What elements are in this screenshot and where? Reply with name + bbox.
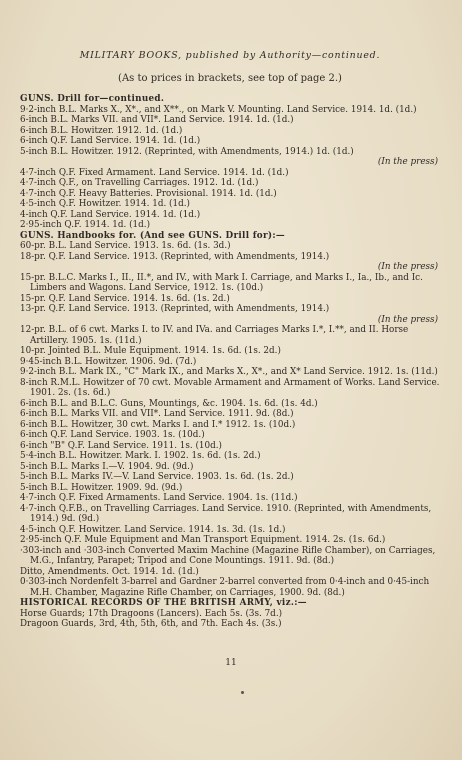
list-item: 6-inch Q.F. Land Service. 1914. 1d. (1d.): [20, 136, 201, 146]
list-item: 5-inch B.L. Marks I.—V. 1904. 9d. (9d.): [20, 461, 194, 472]
list-item: 10-pr. Jointed B.L. Mule Equipment. 1914. 1s. 6d. (1s. 2d.): [20, 346, 281, 356]
list-item: 4-inch Q.F. Land Service. 1914. 1d. (1d.): [20, 209, 201, 220]
list-item: 9·45-inch B.L. Howitzer. 1906. 9d. (7d.): [20, 356, 197, 367]
list-item: 60-pr. B.L. Land Service. 1913. 1s. 6d. (1s. 3d.): [20, 241, 231, 251]
list-item: 4·7-inch Q.F. Fixed Armament. Land Service. 1914. 1d. (1d.): [20, 167, 289, 178]
list-item: 0·303-inch Nordenfelt 3-barrel and Gardner 2-barrel converted from 0·4-inch and 0·45-inch M.H. Chamber, Magazine Rifle Chamber, on Carriages, 1900. 9d. (8d.): [20, 577, 430, 598]
list-item: 6-inch B.L. Marks VII. and VII*. Land Service. 1911. 9d. (8d.): [20, 409, 294, 419]
list-item: Ditto, Amendments. Oct. 1914. 1d. (1d.): [20, 566, 199, 577]
list-item: ·303-inch and ·303-inch Converted Maxim Machine (Magazine Rifle Chamber), on Carriages, M.G., Infantry, Parapet; Tripod and Cone Mountings. 1911. 9d. (8d.): [20, 545, 436, 566]
list-item: 6-inch B.L. Marks VII. and VII*. Land Service. 1914. 1d. (1d.): [20, 115, 294, 125]
list-item: 13-pr. Q.F. Land Service. 1913. (Reprinted, with Amendments, 1914.): [20, 304, 330, 314]
list-item: 6-inch B.L. Howitzer. 1912. 1d. (1d.): [20, 125, 183, 136]
list-item: 15-pr. B.L.C. Marks I., II., II.*, and IV., with Mark I. Carriage, and Marks I., Ia., Ib., and Ic. Limbers and Wagons. Land Service, 1912. 1s. (10d.): [20, 272, 423, 293]
section-heading: HISTORICAL RECORDS OF THE BRITISH ARMY, viz.:—: [20, 598, 307, 608]
list-item: Horse Guards; 17th Dragoons (Lancers). Each 5s. (3s. 7d.): [20, 608, 283, 619]
page-header: MILITARY BOOKS, published by Authority—continued.: [79, 50, 381, 61]
press-note: (In the press): [377, 262, 438, 272]
section-heading: GUNS. Drill for—continued.: [20, 94, 165, 104]
list-item: 6-inch B.L. Howitzer, 30 cwt. Marks I. and I.* 1912. 1s. (10d.): [20, 419, 296, 430]
press-note: (In the press): [377, 314, 438, 325]
list-item: 5-inch B.L. Marks IV.—V. Land Service. 1903. 1s. 6d. (1s. 2d.): [20, 472, 294, 482]
page-number: 11: [225, 658, 237, 668]
list-item: 4·7-inch Q.F. Heavy Batteries. Provisional. 1914. 1d. (1d.): [20, 188, 277, 199]
section-heading: GUNS. Handbooks for. (And see GUNS. Drill for):—: [20, 230, 285, 241]
list-item: 12-pr. B.L. of 6 cwt. Marks I. to IV. and IVa. and Carriages Marks I.*, I.**, and II. Horse Artillery. 1905. 1s. (11d.): [20, 325, 409, 346]
list-item: 9·2-inch B.L. Marks X., X*., and X**., on Mark V. Mounting. Land Service. 1914. 1d. (1d.): [20, 104, 417, 115]
list-item: 9·2-inch B.L. Mark IX., "C" Mark IX., and Marks X., X*., and X* Land Service. 1912. 1s. (11d.): [20, 367, 438, 377]
list-item: 6-inch "B" Q.F. Land Service. 1911. 1s. (10d.): [20, 440, 222, 451]
price-note: (As to prices in brackets, see top of page 2.): [118, 73, 342, 84]
list-item: 5·4-inch B.L. Howitzer. Mark. I. 1902. 1s. 6d. (1s. 2d.): [20, 451, 261, 461]
list-item: 5-inch B.L. Howitzer. 1909. 9d. (9d.): [20, 482, 183, 493]
ink-speck: [241, 691, 244, 694]
list-item: 6-inch B.L. and B.L.C. Guns, Mountings, &c. 1904. 1s. 6d. (1s. 4d.): [20, 398, 318, 409]
list-item: Dragoon Guards, 3rd, 4th, 5th, 6th, and 7th. Each 4s. (3s.): [20, 619, 282, 629]
list-item: 8-inch R.M.L. Howitzer of 70 cwt. Movable Armament and Armament of Works. Land Service. 1901. 2s. (1s. 6d.): [20, 377, 440, 398]
list-item: 5-inch B.L. Howitzer. 1912. (Reprinted, with Amendments, 1914.) 1d. (1d.): [20, 146, 354, 157]
list-item: 4·7-inch Q.F.B., on Travelling Carriages. Land Service. 1910. (Reprinted, with Amendments, 1914.) 9d. (9d.): [20, 503, 432, 524]
list-item: 18-pr. Q.F. Land Service. 1913. (Reprinted, with Amendments, 1914.): [20, 251, 330, 262]
list-item: 6-inch Q.F. Land Service. 1903. 1s. (10d.): [20, 430, 205, 440]
list-item: 15-pr. Q.F. Land Service. 1914. 1s. 6d. (1s. 2d.): [20, 293, 230, 304]
press-note: (In the press): [377, 157, 438, 167]
list-item: 4·5-inch Q.F. Howitzer. Land Service. 1914. 1s. 3d. (1s. 1d.): [20, 524, 286, 535]
list-item: 4·7-inch Q.F., on Travelling Carriages. 1912. 1d. (1d.): [20, 178, 259, 188]
list-item: 2·95-inch Q.F. Mule Equipment and Man Transport Equipment. 1914. 2s. (1s. 6d.): [20, 535, 386, 545]
list-item: 4·5-inch Q.F. Howitzer. 1914. 1d. (1d.): [20, 199, 190, 209]
list-item: 2·95-inch Q.F. 1914. 1d. (1d.): [20, 220, 151, 230]
entry-list: [20, 94, 440, 630]
list-item: 4·7-inch Q.F. Fixed Armaments. Land Service. 1904. 1s. (11d.): [20, 493, 298, 503]
